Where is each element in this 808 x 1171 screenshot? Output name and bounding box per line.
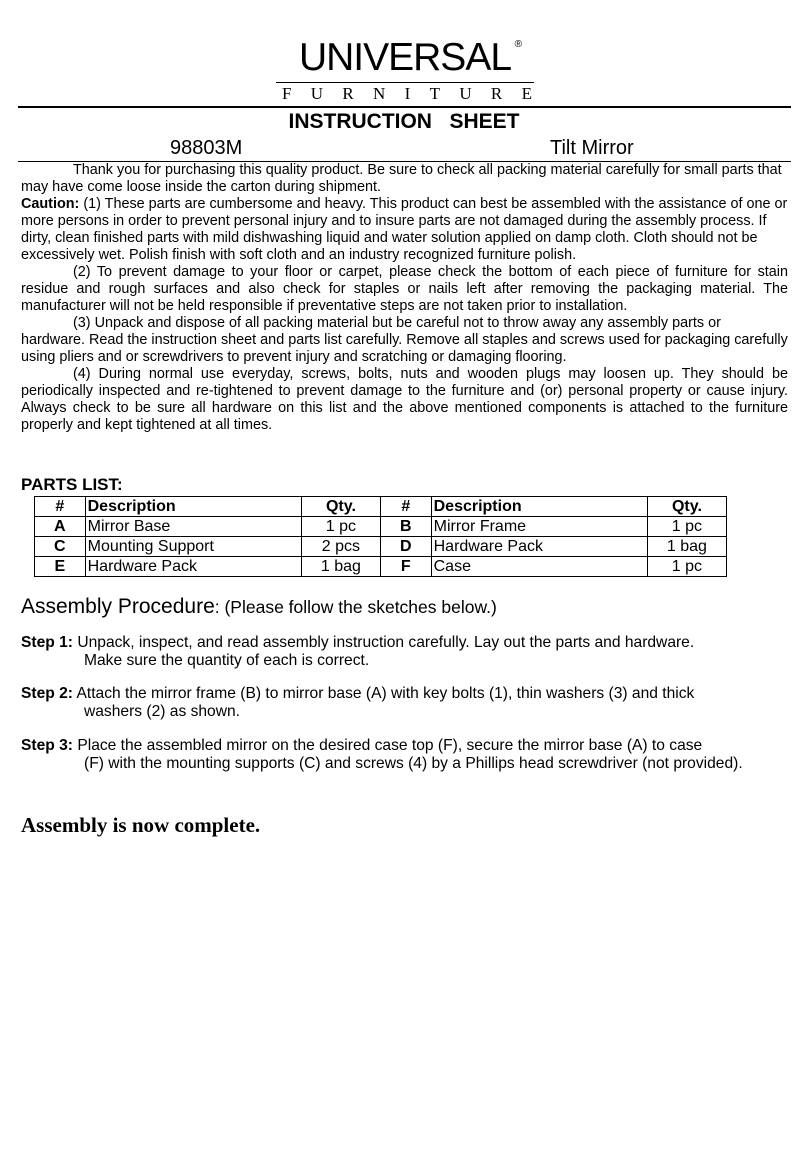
part-qty: 1 pc [647,517,726,537]
step-text: Unpack, inspect, and read assembly instruction carefully. Lay out the parts and hardware. [73,634,695,651]
step-1 [21,634,791,670]
part-qty: 1 bag [647,537,726,557]
caution-paragraph [21,196,788,264]
part-id: A [35,517,86,537]
maintenance-paragraph: (4) During normal use everyday, screws, bolts, nuts and wooden plugs may loosen up. They should be periodically inspected and re-tightened to prevent damage to the furniture and (or) personal property or cause injury. Always check to be sure all hardware on this list and the above mentioned components is attached to the furniture properly and kept tightened at all times. [21,366,788,433]
logo-registered-mark: ® [514,39,522,50]
part-description: Mirror Base [85,517,301,537]
table-row [35,517,727,537]
caution-text: (1) These parts are cumbersome and heavy. This product can best be assembled with the assistance of one or more persons in order to prevent personal injury and to insure parts are not damaged during the assembly process. If dirty, clean finished parts with mild dishwashing liquid and water solution applied on damp cloth. Cloth should not be excessively wet. Polish finish with soft cloth and an industry recognized furniture polish. [21,196,788,263]
logo-sub-letter: I [404,84,411,103]
logo-wordmark [298,36,522,79]
unpack-paragraph: (3) Unpack and dispose of all packing material but be careful not to throw away any assembly parts or hardware. Read the instruction sheet and parts list carefully. Remove all staples and screws used for packaging carefully using pliers and or screwdrivers to prevent injury and scratching or damaging flooring. [21,315,788,365]
header-cell: Description [85,497,301,517]
header-cell: # [35,497,86,517]
part-id: D [380,537,431,557]
step-label: Step 2: [21,685,73,702]
step-label: Step 1: [21,634,73,651]
step-text-continued: Make sure the quantity of each is correct. [84,652,370,669]
table-row [35,557,727,577]
page-title: INSTRUCTION SHEET [288,110,520,133]
header-cell: # [380,497,431,517]
step-3 [21,737,791,773]
step-text: Attach the mirror frame (B) to mirror base (A) with key bolts (1), thin washers (3) and thick [73,685,695,702]
part-description: Mirror Frame [431,517,647,537]
brand-logo [270,36,540,103]
step-text-continued: washers (2) as shown. [84,703,240,720]
part-description: Hardware Pack [431,537,647,557]
logo-sub-letter: N [373,84,386,103]
part-description: Hardware Pack [85,557,301,577]
logo-sub-letter: U [310,84,324,103]
logo-sub-letter: R [342,84,354,103]
assembly-heading [21,594,497,620]
parts-table [34,496,727,577]
logo-sub-letter: R [490,84,503,103]
header-cell: Description [431,497,647,517]
caution-label: Caution: [21,196,80,212]
part-id: E [35,557,86,577]
part-description: Mounting Support [85,537,301,557]
parts-table-header [35,497,727,517]
floor-paragraph: (2) To prevent damage to your floor or carpet, please check the bottom of each piece of furniture for stain residue and rough surfaces and also check for staples or nails left after removing the packaging material. The manufacturer will not be held responsible if preventative steps are not taken prior to installation. [21,264,788,314]
parts-list-heading: PARTS LIST: [21,475,123,494]
logo-sub-letter: E [521,84,532,103]
intro-text [21,162,788,434]
table-row [35,537,727,557]
part-description: Case [431,557,647,577]
part-qty: 1 pc [647,557,726,577]
step-text-continued: (F) with the mounting supports (C) and screws (4) by a Phillips head screwdriver (not provided). [84,755,743,772]
logo-divider [276,82,534,83]
step-label: Step 3: [21,737,73,754]
assembly-subtitle: : (Please follow the sketches below.) [214,597,497,617]
step-2 [21,685,791,721]
logo-subtitle [282,85,532,103]
assembly-title: Assembly Procedure [21,595,215,618]
header-cell: Qty. [301,497,380,517]
part-qty: 1 pc [301,517,380,537]
intro-paragraph: Thank you for purchasing this quality product. Be sure to check all packing material carefully for small parts that may have come loose inside the carton during shipment. [21,162,782,195]
logo-name: UNIVERSAL [298,36,512,79]
part-qty: 1 bag [301,557,380,577]
step-text: Place the assembled mirror on the desired case top (F), secure the mirror base (A) to case [73,737,703,754]
product-name: Tilt Mirror [550,137,634,159]
logo-sub-letter: U [459,84,472,103]
logo-sub-letter: F [282,84,292,103]
header-rule [18,106,791,108]
part-id: B [380,517,431,537]
part-id: F [380,557,431,577]
part-id: C [35,537,86,557]
completion-message: Assembly is now complete. [21,813,261,837]
part-qty: 2 pcs [301,537,380,557]
model-number: 98803M [170,137,243,159]
logo-sub-letter: T [429,84,440,103]
header-cell: Qty. [647,497,726,517]
